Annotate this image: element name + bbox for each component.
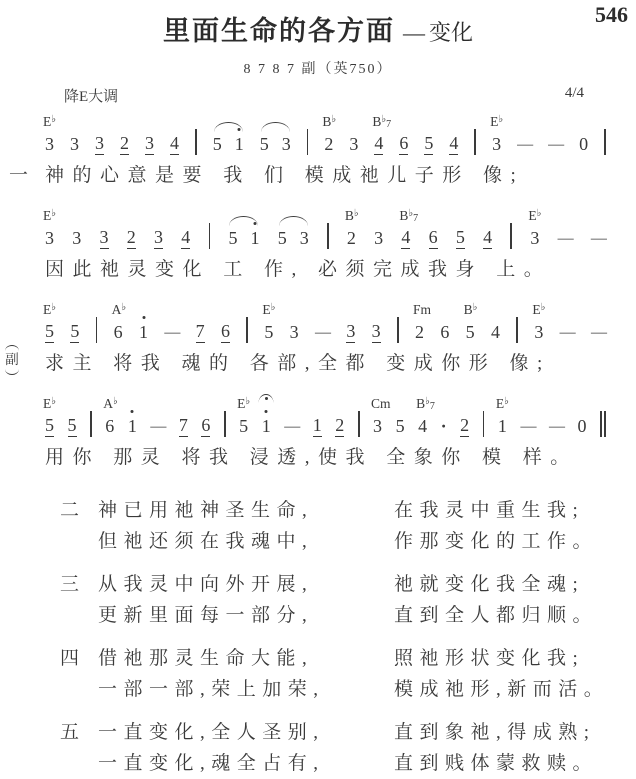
- duration-dash: —: [548, 136, 564, 153]
- duration-dash: —: [590, 230, 606, 247]
- note: 2 B♭: [344, 208, 359, 248]
- note: 6 A♭: [111, 302, 127, 342]
- note: 7: [195, 321, 205, 341]
- note: 1: [250, 228, 259, 249]
- slur-group: [260, 134, 291, 155]
- note: 2 B♭: [322, 114, 337, 154]
- slur-group: [228, 228, 259, 249]
- verse: [60, 569, 636, 631]
- note: 1 E♭: [495, 396, 509, 436]
- note: 1: [139, 322, 148, 343]
- note: 5: [395, 416, 405, 436]
- verse: [60, 643, 636, 705]
- note: 5 E♭: [43, 302, 56, 341]
- bar-line: [510, 223, 512, 249]
- note: 5: [67, 415, 77, 435]
- note: 3: [154, 227, 163, 247]
- note: 5 E♭: [262, 302, 276, 342]
- note: 7: [178, 415, 188, 435]
- note: 1: [235, 134, 244, 155]
- chord-label: B♭7: [416, 396, 435, 412]
- slur-group: [278, 228, 309, 249]
- chord-label: A♭: [103, 396, 118, 411]
- duration-dash: —: [517, 136, 533, 153]
- header: [0, 0, 636, 48]
- meter-subtitle: 8 7 8 7 副（英750）: [243, 62, 393, 77]
- augmentation-dot: ·: [440, 416, 447, 436]
- verse-line: 一直变化,魂全占有, 直到贱体蒙救赎。: [98, 753, 599, 774]
- lyric-line: [45, 257, 606, 283]
- octave-dot-icon: [131, 410, 134, 413]
- note: 3: [99, 227, 109, 247]
- verse-line: 从我灵中向外开展, 祂就变化我全魂;: [98, 574, 585, 595]
- note: 4 B♭7: [399, 208, 419, 247]
- chord-label: E♭: [262, 302, 276, 317]
- duration-dash: —: [314, 324, 330, 341]
- note: 4: [490, 322, 500, 342]
- note: 4 B♭7: [372, 114, 392, 153]
- note: 3: [299, 228, 309, 248]
- note: 6: [399, 133, 409, 153]
- note: 5 B♭: [463, 302, 478, 342]
- chord-label: B♭7: [399, 208, 419, 224]
- chorus-marker: 副: [5, 345, 19, 375]
- verse-line: 但祂还须在我魂中, 作那变化的工作。: [98, 531, 599, 552]
- note: 5: [455, 227, 465, 247]
- note: 1: [128, 416, 137, 437]
- bar-line: [195, 129, 197, 155]
- notation-line: [45, 108, 606, 155]
- page-title: 里面生命的各方面: [162, 16, 395, 46]
- note: 2: [460, 415, 470, 435]
- note: 6: [440, 322, 450, 342]
- bar-line: [327, 223, 329, 249]
- chord-label: Cm: [371, 396, 391, 411]
- bar-line: [474, 129, 476, 155]
- lyric-text: 神的心意是要 我 们 模成祂儿子形 像;: [45, 165, 525, 186]
- note: 3: [346, 321, 356, 341]
- lyric-text: 因此祂灵变化 工 作, 必须完成我身 上。: [45, 259, 552, 280]
- verse-line: 神已用祂神圣生命, 在我灵中重生我;: [98, 500, 585, 521]
- duration-dash: —: [284, 418, 300, 435]
- note: 6: [220, 321, 230, 341]
- notation-line: [45, 202, 606, 249]
- note: 2: [126, 227, 136, 247]
- duration-dash: —: [559, 324, 575, 341]
- chord-label: E♭: [528, 208, 542, 223]
- note: 3 Cm: [371, 396, 391, 436]
- duration-dash: —: [590, 324, 606, 341]
- verse-line: 一部一部,荣上加荣, 模成祂形,新而活。: [98, 679, 610, 700]
- bar-line: [483, 411, 485, 437]
- verse-number: 五: [60, 722, 80, 743]
- stanza-marker: 一: [9, 165, 29, 186]
- chord-label: E♭: [237, 396, 251, 411]
- note: 3 E♭: [43, 114, 56, 154]
- chord-label: A♭: [111, 302, 127, 317]
- title-subject: 变化: [428, 20, 473, 45]
- chord-label: B♭: [463, 302, 478, 317]
- verse-number: 二: [60, 500, 80, 521]
- note: 0: [577, 416, 587, 436]
- key-signature: 降E大调: [64, 89, 119, 105]
- note: 3: [70, 134, 79, 154]
- verse: [60, 717, 636, 779]
- note: 5 E♭: [43, 396, 56, 435]
- bar-line: [246, 317, 248, 343]
- chord-label: E♭: [43, 396, 56, 411]
- slur-group: [213, 134, 244, 155]
- music-system: [45, 202, 606, 283]
- verse-number: 三: [60, 574, 80, 595]
- music-system: [45, 390, 606, 471]
- chord-label: B♭7: [372, 114, 392, 130]
- duration-dash: —: [548, 418, 564, 435]
- bar-line: [209, 223, 211, 249]
- duration-dash: —: [520, 418, 536, 435]
- note: 4: [181, 227, 191, 247]
- note: 3: [349, 134, 359, 154]
- duration-dash: —: [150, 418, 166, 435]
- notation-line: [45, 296, 606, 343]
- chord-label: B♭: [344, 208, 359, 223]
- chord-label: E♭: [43, 114, 56, 129]
- note: 3: [289, 322, 299, 342]
- note: 5 E♭: [237, 396, 251, 436]
- note: 2: [335, 415, 345, 435]
- lyric-line: [9, 163, 606, 189]
- chord-label: E♭: [43, 208, 56, 223]
- chord-label: E♭: [490, 114, 504, 129]
- verse-line: 借祂那灵生命大能, 照祂形状变化我;: [98, 648, 585, 669]
- note: 5: [212, 134, 222, 154]
- note: 2: [120, 133, 129, 153]
- time-signature: 4/4: [564, 85, 584, 101]
- paren-bottom-icon: [5, 369, 19, 375]
- duration-dash: —: [164, 324, 180, 341]
- note: 3: [281, 134, 291, 154]
- note: 6: [201, 415, 211, 435]
- chord-label: B♭: [322, 114, 337, 129]
- note: 1: [312, 415, 322, 435]
- note: 1: [262, 416, 271, 437]
- lyric-line: [45, 445, 606, 471]
- note: 5: [277, 228, 287, 248]
- bar-line: [90, 411, 92, 437]
- note: 4: [483, 227, 493, 247]
- note: 4: [449, 133, 459, 153]
- note: 3: [374, 228, 384, 248]
- bar-line: [96, 317, 98, 343]
- verse-line: 一直变化,全人圣别, 直到象祂,得成熟;: [98, 722, 596, 743]
- hymn-number: 546: [595, 2, 628, 27]
- bar-line: [358, 411, 360, 437]
- octave-dot-icon: [142, 316, 145, 319]
- note: 0: [579, 134, 589, 154]
- note: 6: [428, 227, 438, 247]
- chord-label: E♭: [43, 302, 56, 317]
- music-system: [9, 108, 606, 189]
- note: 5: [259, 134, 269, 154]
- music-system: [5, 296, 606, 377]
- note: 4 B♭7: [416, 396, 435, 436]
- final-bar-line: [600, 411, 606, 437]
- lyric-line: [5, 351, 606, 377]
- chord-label: E♭: [532, 302, 546, 317]
- note: 3: [145, 133, 154, 153]
- note: 5: [424, 133, 434, 153]
- bar-line: [307, 129, 309, 155]
- verse: [60, 495, 636, 557]
- verse-number: 四: [60, 648, 80, 669]
- chord-label: E♭: [495, 396, 509, 411]
- verse-line: 更新里面每一部分, 直到全人都归顺。: [98, 605, 599, 626]
- octave-dot-icon: [253, 222, 256, 225]
- octave-dot-icon: [238, 128, 241, 131]
- bar-line: [516, 317, 518, 343]
- note: 3: [371, 321, 381, 341]
- note: 2 Fm: [412, 302, 431, 342]
- note: 3 E♭: [532, 302, 546, 342]
- chord-label: Fm: [412, 302, 431, 317]
- bar-line: [224, 411, 226, 437]
- note: 3 E♭: [43, 208, 56, 248]
- note: 3 E♭: [528, 208, 542, 248]
- bar-line: [397, 317, 399, 343]
- note: 5: [228, 228, 238, 248]
- lyric-text: 求主 将我 魂的 各部,全都 变成你形 像;: [45, 353, 551, 374]
- note: 3 E♭: [490, 114, 504, 154]
- bar-line: [604, 129, 606, 155]
- fermata-icon: [259, 394, 274, 403]
- note: 3: [72, 228, 82, 248]
- note: 4: [170, 133, 179, 153]
- note: 3: [95, 133, 104, 153]
- duration-dash: —: [557, 230, 573, 247]
- music-systems: [5, 108, 606, 471]
- notation-line: [45, 390, 606, 437]
- note: 5: [70, 321, 80, 341]
- paren-top-icon: [5, 345, 19, 351]
- verses-section: [60, 495, 636, 779]
- title-dash: —: [402, 20, 425, 45]
- lyric-text: 用你 那灵 将我 浸透,使我 全象你 模 样。: [45, 447, 578, 468]
- note: 6 A♭: [103, 396, 118, 436]
- key-row: [64, 85, 584, 106]
- octave-dot-icon: [265, 410, 268, 413]
